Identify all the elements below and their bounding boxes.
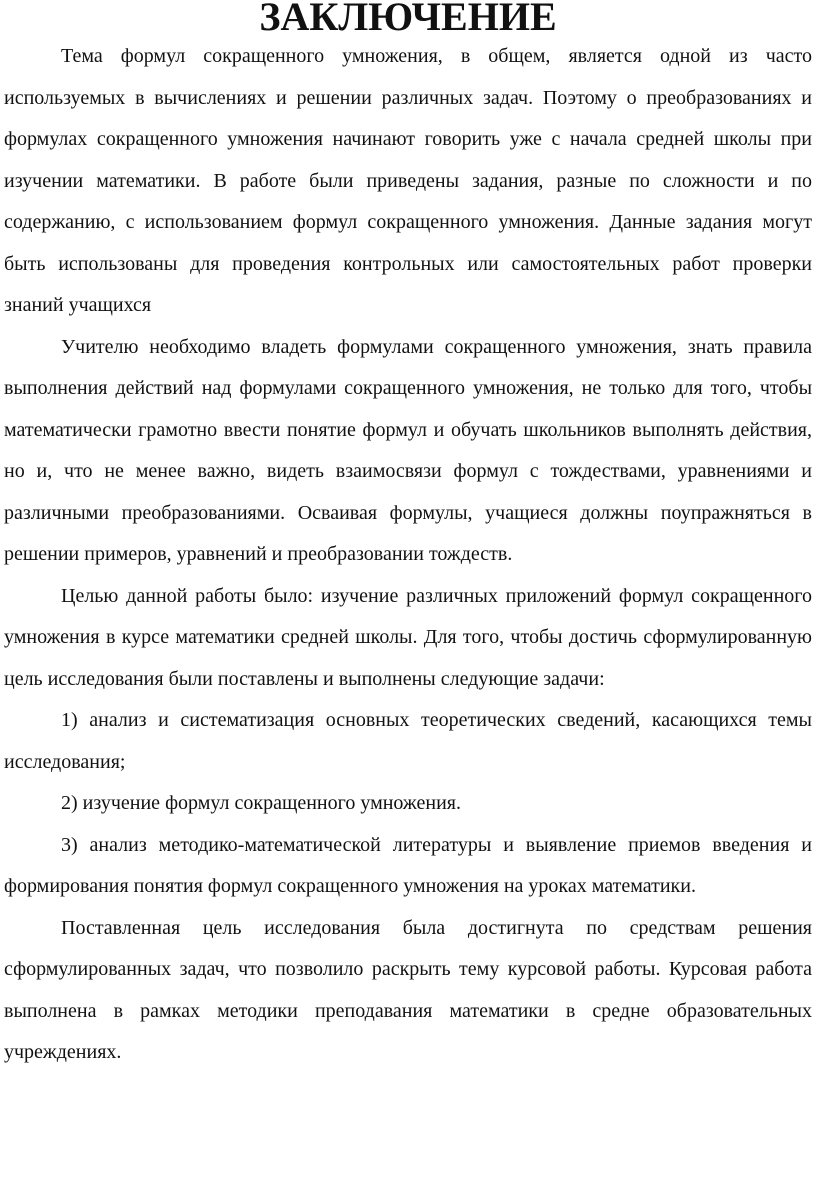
paragraph-goal: Целью данной работы было: изучение различных приложений формул сокращенного умножения в курсе математики средней школы. Для того, чтобы достичь сформулированную цель исследования были поставлены и выполнены следующие задачи: bbox=[4, 584, 812, 690]
task-item-3: 3) анализ методико-математической литературы и выявление приемов введения и формирования понятия формул сокращенного умножения на уроках математики. bbox=[4, 833, 812, 897]
paragraph-intro: Тема формул сокращенного умножения, в общем, является одной из часто используемых в вычислениях и решении различных задач. Поэтому о преобразованиях и формулах сокращенного умножения начинают говорить уже с начала средней школы при изучении математики. В работе были приведены задания, разные по сложности и по содержанию, с использованием формул сокращенного умножения. Данные задания могут быть использованы для проведения контрольных или самостоятельных работ проверки знаний учащихся bbox=[4, 45, 812, 316]
task-item-1: 1) анализ и систематизация основных теоретических сведений, касающихся темы исследования; bbox=[4, 709, 812, 773]
task-item-2: 2) изучение формул сокращенного умножения. bbox=[61, 792, 461, 814]
document-page bbox=[4, 2, 812, 1074]
paragraph-conclusion: Поставленная цель исследования была достигнута по средствам решения сформулированных задач, что позволило раскрыть тему курсовой работы. Курсовая работа выполнена в рамках методики преподавания математики в средне образовательных учреждениях. bbox=[4, 916, 812, 1063]
page-title: ЗАКЛЮЧЕНИЕ bbox=[259, 0, 557, 39]
paragraph-teacher: Учителю необходимо владеть формулами сокращенного умножения, знать правила выполнения действий над формулами сокращенного умножения, не только для того, чтобы математически грамотно ввести понятие формул и обучать школьников выполнять действия, но и, что не менее важно, видеть взаимосвязи формул с тождествами, уравнениями и различными преобразованиями. Осваивая формулы, учащиеся должны поупражняться в решении примеров, уравнений и преобразовании тождеств. bbox=[4, 335, 812, 565]
